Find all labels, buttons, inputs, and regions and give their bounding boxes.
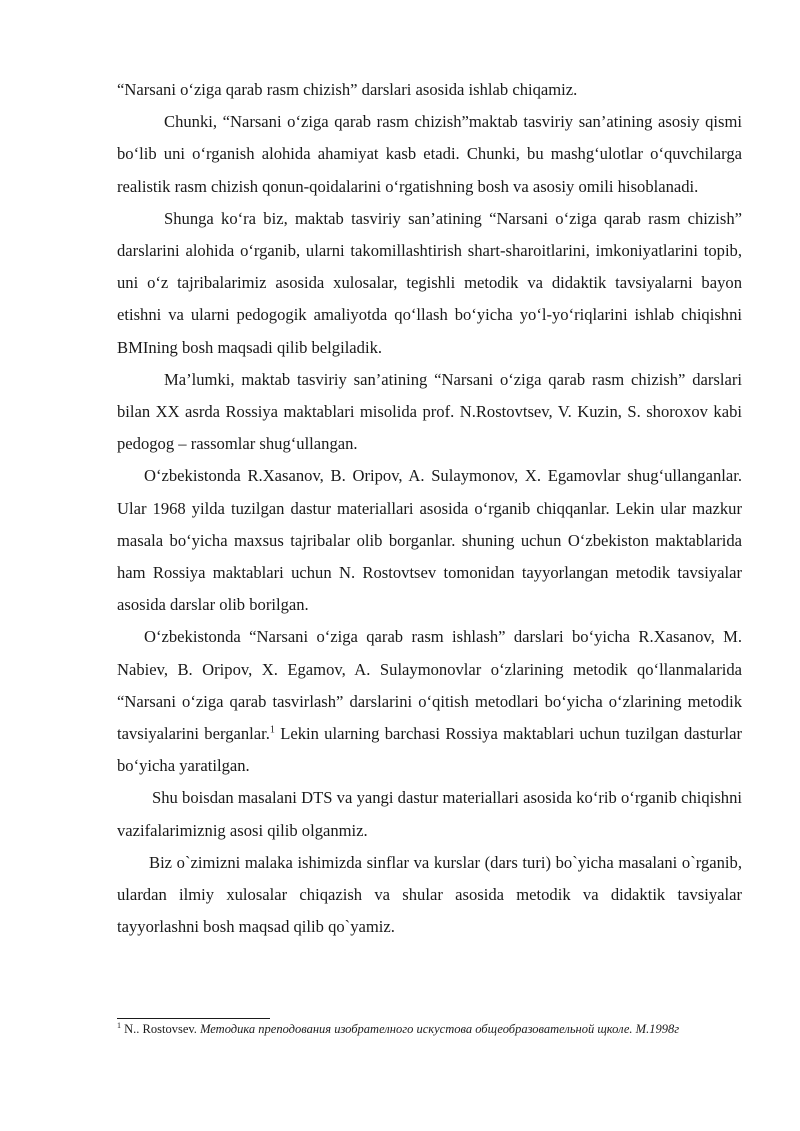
paragraph-5: O‘zbekistonda R.Xasanov, B. Oripov, A. Sulaymonov, X. Egamovlar shug‘ullanganlar. Ular 1968 yilda tuzilgan dastur materiallari asosida o‘rganib chiqqanlar. Lekin ular mazkur masala bo‘yicha maxsus tajribalar olib borganlar. shuning uchun O‘zbekiston maktablarida ham Rossiya maktablari uchun N. Rostovtsev tomonidan tayyorlangan metodik tavsiyalar asosida darslar olib borilgan. — [117, 466, 742, 615]
paragraph-7: Shu boisdan masalani DTS va yangi dastur materiallari asosida ko‘rib o‘rganib chiqishni vazifalarimiznig asosi qilib olganmiz. — [117, 788, 742, 840]
footnote-number: 1 — [117, 1020, 121, 1030]
footnote-divider — [117, 1018, 270, 1019]
paragraph-3: Shunga ko‘ra biz, maktab tasviriy san’atining “Narsani o‘ziga qarab rasm chizish” darslarini alohida o‘rganib, ularni takomillashtirish shart-sharoitlarini, imkoniyatlarini topib, uni o‘z tajribalarimiz asosida xulosalar, tegishli metodik va didaktik tavsiyalarni bayon etishni va ularni pedogogik amaliyotda qo‘llash bo‘yicha yo‘l-yo‘riqlarini ishlab chiqishni BMIning bosh maqsadi qilib belgiladik. — [117, 208, 742, 357]
paragraph-2: Chunki, “Narsani o‘ziga qarab rasm chizish”maktab tasviriy san’atining asosiy qismi bo‘lib uni o‘rganish alohida ahamiyat kasb etadi. Chunki, bu mashg‘ulotlar o‘quvchilarga realistik rasm chizish qonun-qoidalarini o‘rgatishning bosh va asosiy omili hisoblanadi. — [117, 112, 742, 196]
footnote — [117, 1021, 757, 1037]
footnote-author: N.. Rostovsev. — [124, 1022, 197, 1036]
footnote-title: Методика преподования изобрателного искустова общеобразовательной щколе. М.1998г — [200, 1022, 680, 1036]
paragraph-6-continuation: Lekin ularning barchasi Rossiya maktablari uchun tuzilgan dasturlar bo‘yicha yaratilgan. — [117, 724, 743, 776]
paragraph-6 — [117, 621, 742, 782]
paragraph-1: “Narsani o‘ziga qarab rasm chizish” darslari asosida ishlab chiqamiz. — [117, 80, 578, 99]
body-text — [117, 74, 742, 943]
paragraph-4: Ma’lumki, maktab tasviriy san’atining “Narsani o‘ziga qarab rasm chizish” darslari bilan XX asrda Rossiya maktablari misolida prof. N.Rostovtsev, V. Kuzin, S. shoroxov kabi pedogog – rassomlar shug‘ullangan. — [117, 369, 742, 454]
paragraph-8: Biz o`zimizni malaka ishimizda sinflar va kurslar (dars turi) bo`yicha masalani o`rganib, ulardan ilmiy xulosalar chiqazish va shular asosida metodik va didaktik tavsiyalar tayyorlashni bosh maqsad qilib qo`yamiz. — [117, 852, 742, 937]
paragraph-6-text: O‘zbekistonda “Narsani o‘ziga qarab rasm ishlash” darslari bo‘yicha R.Xasanov, M. Nabiev, B. Oripov, X. Egamov, A. Sulaymonovlar o‘zlarining metodik qo‘llanmalarida “Narsani o‘ziga qarab tasvirlash” darslarini o‘qitish metodlari bo‘yicha o‘zlarining metodik tavsiyalarini berganlar. — [117, 627, 742, 744]
footnote-reference[interactable]: 1 — [269, 724, 275, 736]
